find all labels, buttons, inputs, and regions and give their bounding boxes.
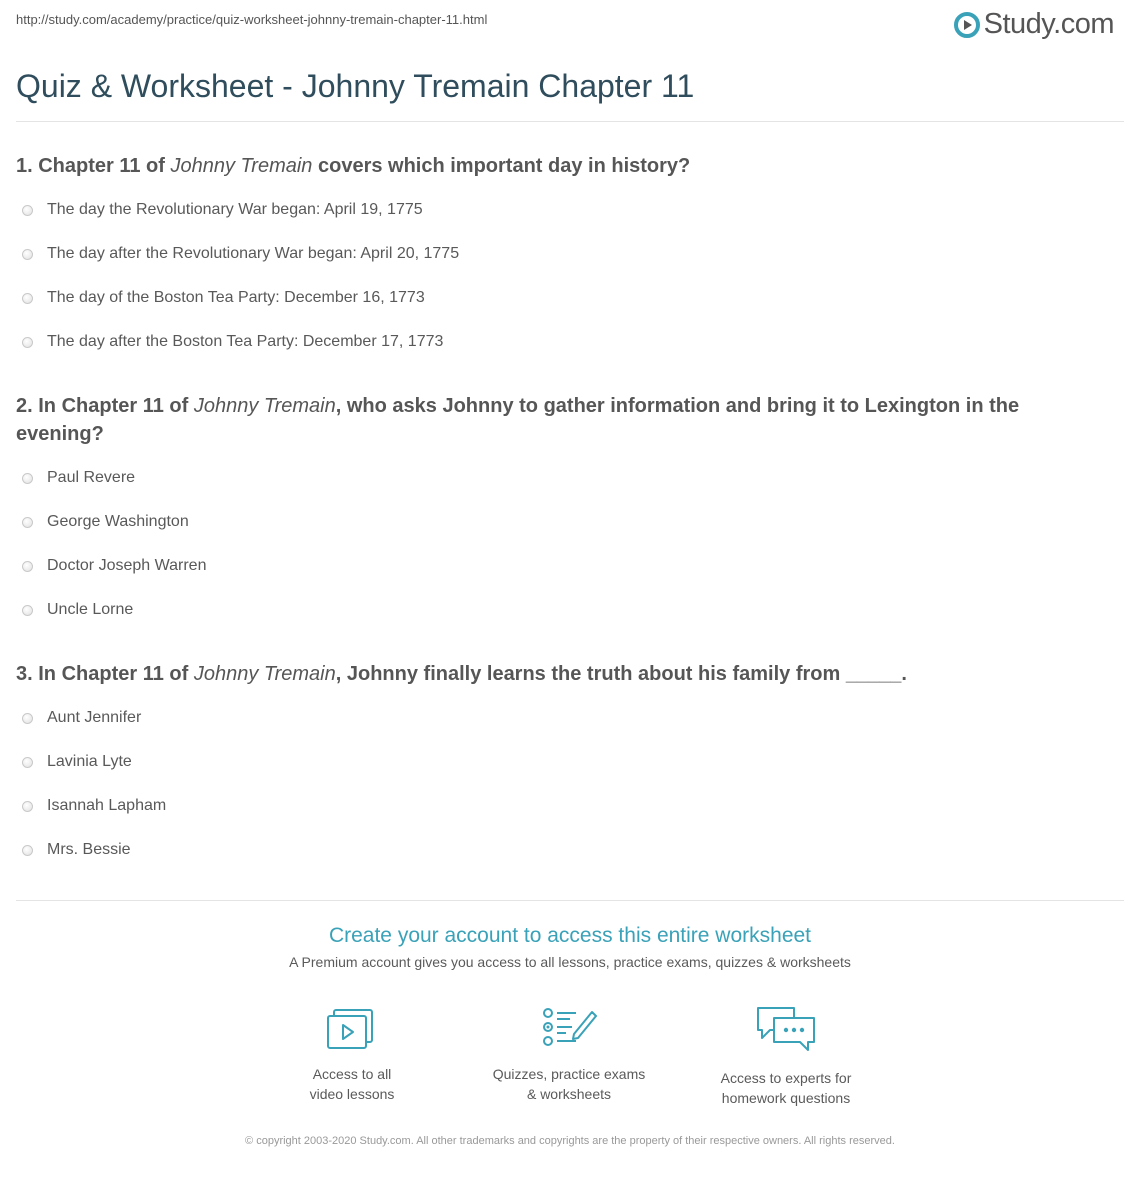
option-label: The day of the Boston Tea Party: December 16, 1773	[47, 289, 425, 306]
question-1	[16, 152, 1106, 180]
radio-button[interactable]	[22, 845, 33, 856]
question-3	[16, 660, 1106, 688]
chat-bubbles-icon	[754, 1004, 818, 1056]
question-3-option-2[interactable]	[22, 750, 132, 774]
feature-experts	[686, 1004, 886, 1108]
option-label: Isannah Lapham	[47, 797, 167, 814]
copyright-notice: © copyright 2003-2020 Study.com. All other trademarks and copyrights are the property of their respective owners. All rights reserved.	[245, 1135, 895, 1147]
option-label: George Washington	[47, 513, 189, 530]
radio-button[interactable]	[22, 337, 33, 348]
video-lessons-icon	[324, 1004, 380, 1052]
feature-label-line1: Access to experts for	[720, 1070, 852, 1086]
feature-label-line1: Access to all	[312, 1066, 392, 1082]
page-url: http://study.com/academy/practice/quiz-worksheet-johnny-tremain-chapter-11.html	[16, 12, 488, 27]
question-3-option-3[interactable]	[22, 794, 166, 818]
option-label: The day after the Boston Tea Party: December 17, 1773	[47, 333, 444, 350]
question-1-book-title: Johnny Tremain	[170, 155, 313, 177]
option-label: The day the Revolutionary War began: April 19, 1775	[47, 201, 423, 218]
page-title: Quiz & Worksheet - Johnny Tremain Chapter 11	[16, 68, 695, 104]
cta-subtitle: A Premium account gives you access to all lessons, practice exams, quizzes & worksheets	[289, 954, 851, 970]
question-1-option-4[interactable]	[22, 330, 443, 354]
radio-button[interactable]	[22, 249, 33, 260]
question-2-suffix: , who asks Johnny to gather information and bring it to Lexington in the evening?	[16, 395, 1020, 445]
question-1-option-1[interactable]	[22, 198, 423, 222]
cta-divider	[16, 900, 1124, 901]
question-1-suffix: covers which important day in history?	[312, 155, 691, 177]
question-2-book-title: Johnny Tremain	[193, 395, 336, 417]
option-label: Doctor Joseph Warren	[47, 557, 207, 574]
feature-label-line2: video lessons	[309, 1086, 395, 1102]
feature-video-lessons	[252, 1004, 452, 1104]
feature-label-line2: homework questions	[721, 1090, 851, 1106]
option-label: Aunt Jennifer	[47, 709, 142, 726]
radio-button[interactable]	[22, 757, 33, 768]
question-1-option-2[interactable]	[22, 242, 459, 266]
question-3-suffix: , Johnny finally learns the truth about his family from _____.	[335, 663, 907, 685]
feature-label-line1: Quizzes, practice exams	[492, 1066, 646, 1082]
question-2-option-4[interactable]	[22, 598, 133, 622]
option-label: Paul Revere	[47, 469, 136, 486]
radio-button[interactable]	[22, 517, 33, 528]
quiz-checklist-icon	[540, 1004, 598, 1052]
question-2-prefix: 2. In Chapter 11 of	[16, 395, 194, 417]
study-com-logo[interactable]	[954, 8, 1114, 41]
feature-quizzes	[469, 1004, 669, 1104]
option-label: Uncle Lorne	[47, 601, 134, 618]
option-label: Mrs. Bessie	[47, 841, 131, 858]
radio-button[interactable]	[22, 473, 33, 484]
question-3-option-4[interactable]	[22, 838, 131, 862]
cta-title-link[interactable]: Create your account to access this entire worksheet	[328, 924, 812, 947]
question-2-option-1[interactable]	[22, 466, 135, 490]
option-label: The day after the Revolutionary War began: April 20, 1775	[47, 245, 460, 262]
play-circle-logo-icon	[954, 12, 980, 38]
radio-button[interactable]	[22, 713, 33, 724]
feature-label-line2: & worksheets	[526, 1086, 612, 1102]
question-3-book-title: Johnny Tremain	[193, 663, 336, 685]
radio-button[interactable]	[22, 293, 33, 304]
radio-button[interactable]	[22, 605, 33, 616]
question-3-option-1[interactable]	[22, 706, 141, 730]
question-2-option-2[interactable]	[22, 510, 189, 534]
question-1-option-3[interactable]	[22, 286, 425, 310]
option-label: Lavinia Lyte	[47, 753, 132, 770]
radio-button[interactable]	[22, 561, 33, 572]
question-1-prefix: 1. Chapter 11 of	[16, 155, 171, 177]
question-2-option-3[interactable]	[22, 554, 206, 578]
radio-button[interactable]	[22, 205, 33, 216]
radio-button[interactable]	[22, 801, 33, 812]
title-divider	[16, 121, 1124, 122]
question-2	[16, 392, 1106, 448]
question-3-prefix: 3. In Chapter 11 of	[16, 663, 194, 685]
logo-text: Study.com	[983, 8, 1114, 40]
